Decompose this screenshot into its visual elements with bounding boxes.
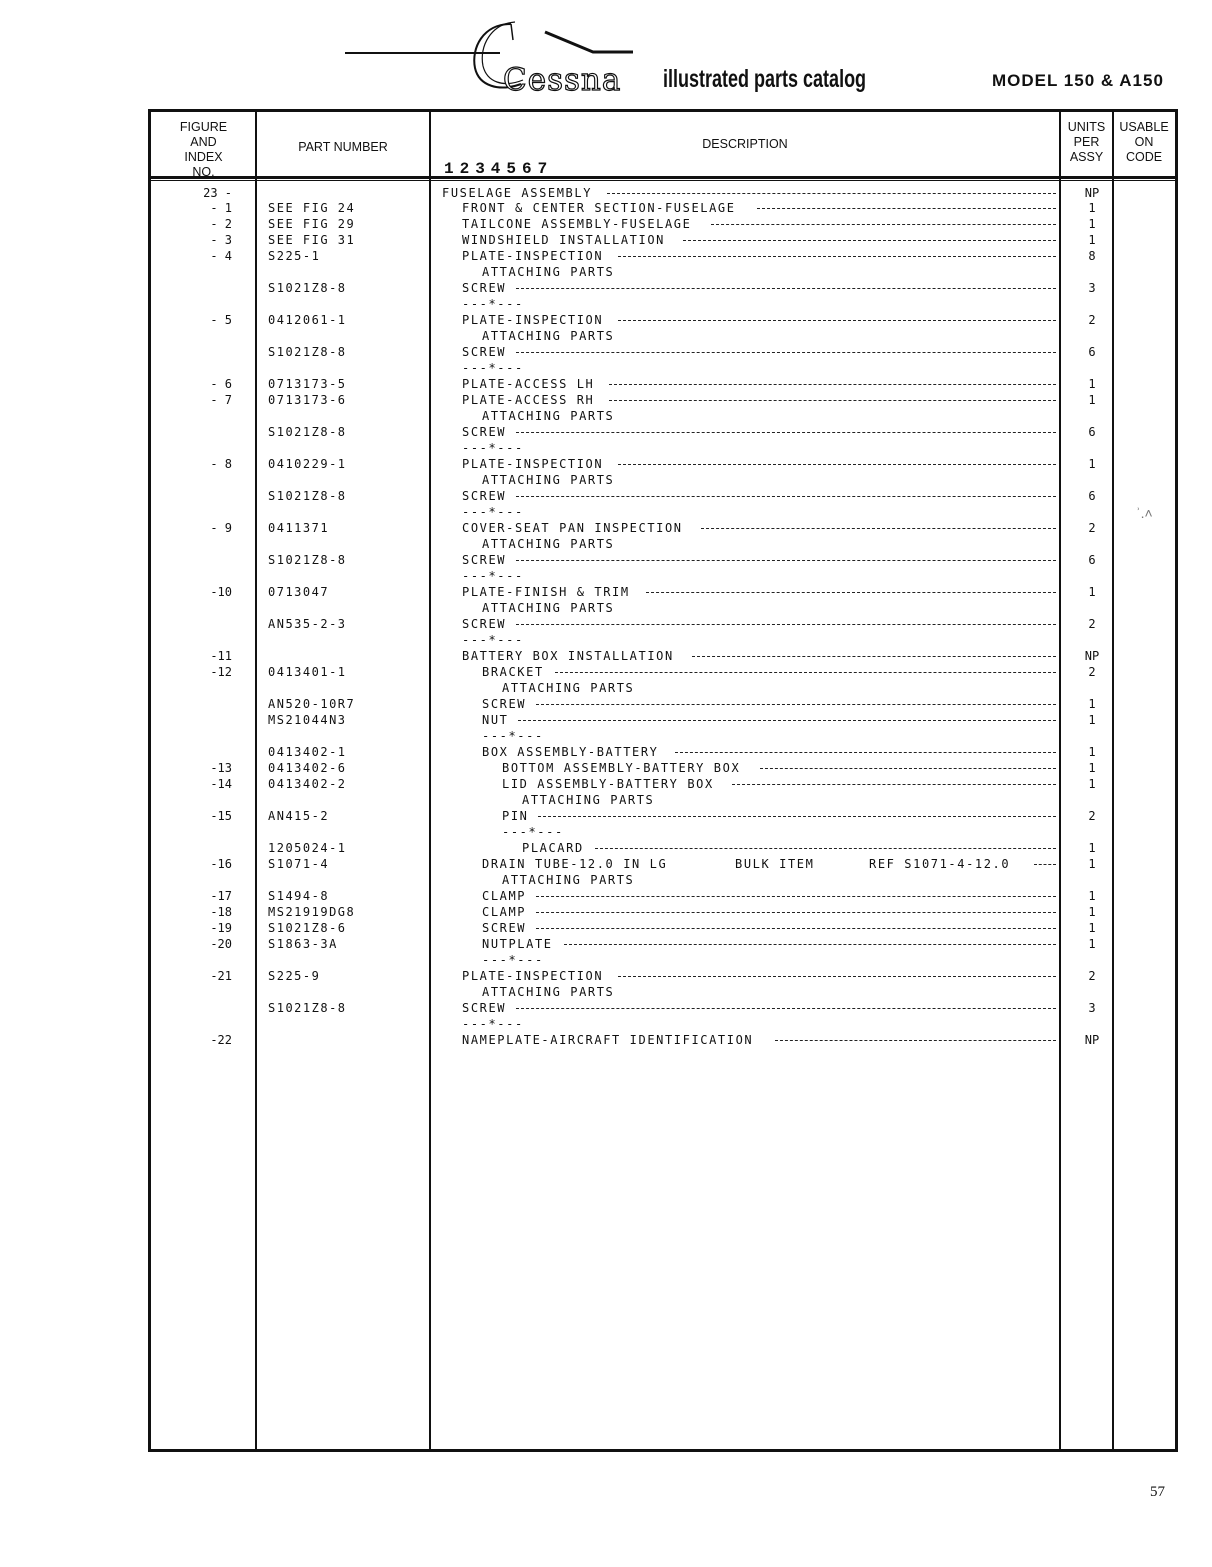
- leader-dashes: [675, 752, 1056, 753]
- leader-dashes: [516, 496, 1056, 497]
- table-row: [0, 232, 1212, 248]
- table-row: [0, 344, 1212, 360]
- part-number: S1021Z8-6: [268, 921, 347, 935]
- leader-dashes: [618, 976, 1056, 977]
- units-per-assy: 1: [1088, 201, 1096, 215]
- description: CLAMP: [482, 905, 527, 919]
- header-divider: [148, 176, 1178, 179]
- units-per-assy: 2: [1088, 521, 1096, 535]
- model-designation: MODEL 150 & A150: [992, 71, 1164, 90]
- figure-index: -16: [210, 857, 232, 871]
- table-row: [0, 552, 1212, 568]
- units-per-assy: 1: [1088, 713, 1096, 727]
- leader-dashes: [595, 848, 1056, 849]
- table-row: [0, 712, 1212, 728]
- table-row: [0, 904, 1212, 920]
- description: PLACARD: [522, 841, 584, 855]
- units-per-assy: 3: [1088, 1001, 1096, 1015]
- units-per-assy: 6: [1088, 425, 1096, 439]
- description: ---*---: [462, 441, 524, 455]
- table-row: [0, 1000, 1212, 1016]
- figure-index: 23 -: [203, 186, 232, 200]
- table-row: [0, 792, 1212, 808]
- description: SCREW: [462, 489, 507, 503]
- description: BOTTOM ASSEMBLY-BATTERY BOX: [502, 761, 741, 775]
- description: FRONT & CENTER SECTION-FUSELAGE: [462, 201, 736, 215]
- leader-dashes: [536, 704, 1056, 705]
- table-row: [0, 408, 1212, 424]
- header-units: UNITS PER ASSY: [1067, 120, 1106, 164]
- units-per-assy: 1: [1088, 233, 1096, 247]
- table-row: [0, 185, 1212, 201]
- table-row: [0, 424, 1212, 440]
- leader-dashes: [618, 320, 1056, 321]
- part-number: S1021Z8-8: [268, 489, 347, 503]
- part-number: 0412061-1: [268, 313, 347, 327]
- leader-dashes: [518, 720, 1056, 721]
- figure-index: -15: [210, 809, 232, 823]
- table-row: [0, 264, 1212, 280]
- leader-dashes: [536, 928, 1056, 929]
- table-row: [0, 776, 1212, 792]
- units-per-assy: 2: [1088, 313, 1096, 327]
- part-number: 0713047: [268, 585, 330, 599]
- table-row: [0, 584, 1212, 600]
- figure-index: -20: [210, 937, 232, 951]
- leader-dashes: [516, 432, 1056, 433]
- table-row: [0, 936, 1212, 952]
- description: DRAIN TUBE-12.0 IN LG: [482, 857, 668, 871]
- table-row: [0, 328, 1212, 344]
- header-description: DESCRIPTION: [702, 137, 788, 151]
- description: ATTACHING PARTS: [482, 409, 615, 423]
- description: ---*---: [462, 1017, 524, 1031]
- part-number: S1021Z8-8: [268, 425, 347, 439]
- leader-dashes: [701, 528, 1056, 529]
- part-number: S1021Z8-8: [268, 281, 347, 295]
- leader-dashes: [618, 256, 1056, 257]
- part-number: S225-9: [268, 969, 321, 983]
- part-number: MS21919DG8: [268, 905, 356, 919]
- part-number: S1494-8: [268, 889, 330, 903]
- table-row: [0, 840, 1212, 856]
- description: SCREW: [482, 921, 527, 935]
- table-row: [0, 696, 1212, 712]
- figure-index: - 2: [210, 217, 232, 231]
- table-row: [0, 360, 1212, 376]
- leader-dashes: [683, 240, 1056, 241]
- figure-index: -12: [210, 665, 232, 679]
- description: SCREW: [462, 281, 507, 295]
- figure-index: -10: [210, 585, 232, 599]
- leader-dashes: [646, 592, 1056, 593]
- leader-dashes: [775, 1040, 1056, 1041]
- description: PLATE-INSPECTION: [462, 969, 604, 983]
- header-divider-thin: [148, 180, 1178, 181]
- units-per-assy: 6: [1088, 553, 1096, 567]
- units-per-assy: 2: [1088, 665, 1096, 679]
- description: CLAMP: [482, 889, 527, 903]
- table-row: [0, 888, 1212, 904]
- part-number: 0413402-1: [268, 745, 347, 759]
- units-per-assy: 1: [1088, 377, 1096, 391]
- description: PLATE-INSPECTION: [462, 457, 604, 471]
- part-number: S1021Z8-8: [268, 553, 347, 567]
- part-number: MS21044N3: [268, 713, 347, 727]
- units-per-assy: NP: [1084, 649, 1100, 663]
- leader-dashes: [516, 560, 1056, 561]
- units-per-assy: 1: [1088, 937, 1096, 951]
- units-per-assy: 6: [1088, 489, 1096, 503]
- description: ---*---: [462, 569, 524, 583]
- bulk-item-label: BULK ITEM: [735, 857, 815, 871]
- units-per-assy: NP: [1084, 1033, 1100, 1047]
- figure-index: - 7: [210, 393, 232, 407]
- description: ATTACHING PARTS: [482, 985, 615, 999]
- header-usable: USABLE ON CODE: [1119, 120, 1169, 164]
- leader-dashes: [536, 912, 1056, 913]
- indent-level-digits: 1234567: [444, 160, 554, 178]
- part-number: S1071-4: [268, 857, 330, 871]
- figure-index: -13: [210, 761, 232, 775]
- table-row: [0, 568, 1212, 584]
- leader-dashes: [607, 193, 1056, 194]
- units-per-assy: 1: [1088, 921, 1096, 935]
- brand-wordmark: Cessna: [503, 62, 622, 98]
- figure-index: - 3: [210, 233, 232, 247]
- leader-dashes: [732, 784, 1056, 785]
- table-row: [0, 728, 1212, 744]
- figure-index: - 6: [210, 377, 232, 391]
- leader-dashes: [618, 464, 1056, 465]
- part-number: 1205024-1: [268, 841, 347, 855]
- leader-dashes: [516, 352, 1056, 353]
- part-number: S1021Z8-8: [268, 1001, 347, 1015]
- header-part-number: PART NUMBER: [298, 140, 388, 154]
- table-row: [0, 744, 1212, 760]
- description: ---*---: [482, 953, 544, 967]
- description: BATTERY BOX INSTALLATION: [462, 649, 674, 663]
- figure-index: -14: [210, 777, 232, 791]
- part-number: S1863-3A: [268, 937, 338, 951]
- part-number: S225-1: [268, 249, 321, 263]
- leader-dashes: [538, 816, 1056, 817]
- table-row: [0, 520, 1212, 536]
- leader-dashes: [516, 1008, 1056, 1009]
- part-number: 0411371: [268, 521, 330, 535]
- table-row: [0, 856, 1212, 872]
- description: SCREW: [462, 345, 507, 359]
- table-row: [0, 248, 1212, 264]
- table-row: [0, 296, 1212, 312]
- table-row: [0, 632, 1212, 648]
- units-per-assy: 8: [1088, 249, 1096, 263]
- part-number: 0413402-6: [268, 761, 347, 775]
- figure-index: -19: [210, 921, 232, 935]
- reference-part: REF S1071-4-12.0: [869, 857, 1011, 871]
- leader-dashes: [609, 400, 1056, 401]
- description: NUTPLATE: [482, 937, 553, 951]
- description: PLATE-ACCESS LH: [462, 377, 595, 391]
- description: FUSELAGE ASSEMBLY: [442, 186, 593, 200]
- page-number: 57: [1150, 1484, 1165, 1500]
- table-row: [0, 680, 1212, 696]
- leader-dashes: [555, 672, 1056, 673]
- description: TAILCONE ASSEMBLY-FUSELAGE: [462, 217, 692, 231]
- table-row: [0, 504, 1212, 520]
- description: ATTACHING PARTS: [482, 601, 615, 615]
- units-per-assy: 1: [1088, 217, 1096, 231]
- table-row: [0, 984, 1212, 1000]
- description: ATTACHING PARTS: [522, 793, 655, 807]
- part-number: 0413401-1: [268, 665, 347, 679]
- description: BRACKET: [482, 665, 544, 679]
- description: PLATE-FINISH & TRIM: [462, 585, 630, 599]
- figure-index: - 1: [210, 201, 232, 215]
- units-per-assy: 2: [1088, 969, 1096, 983]
- table-row: [0, 280, 1212, 296]
- table-row: [0, 440, 1212, 456]
- description: PIN: [502, 809, 529, 823]
- table-row: [0, 376, 1212, 392]
- description: ---*---: [482, 729, 544, 743]
- table-row: [0, 200, 1212, 216]
- part-number: 0410229-1: [268, 457, 347, 471]
- figure-index: -22: [210, 1033, 232, 1047]
- table-row: [0, 664, 1212, 680]
- units-per-assy: 1: [1088, 697, 1096, 711]
- description: ---*---: [462, 505, 524, 519]
- table-row: [0, 1016, 1212, 1032]
- part-number: 0413402-2: [268, 777, 347, 791]
- description: COVER-SEAT PAN INSPECTION: [462, 521, 683, 535]
- units-per-assy: 1: [1088, 457, 1096, 471]
- units-per-assy: 1: [1088, 777, 1096, 791]
- description: ATTACHING PARTS: [482, 537, 615, 551]
- table-row: [0, 872, 1212, 888]
- description: SCREW: [462, 553, 507, 567]
- part-number: 0713173-6: [268, 393, 347, 407]
- figure-index: -18: [210, 905, 232, 919]
- description: ATTACHING PARTS: [502, 681, 635, 695]
- description: WINDSHIELD INSTALLATION: [462, 233, 665, 247]
- units-per-assy: 2: [1088, 809, 1096, 823]
- part-number: AN520-10R7: [268, 697, 356, 711]
- table-row: [0, 456, 1212, 472]
- description: NUT: [482, 713, 509, 727]
- units-per-assy: 1: [1088, 585, 1096, 599]
- leader-dashes: [692, 656, 1056, 657]
- description: PLATE-INSPECTION: [462, 249, 604, 263]
- table-row: [0, 760, 1212, 776]
- header-figure: [152, 120, 255, 180]
- units-per-assy: 1: [1088, 841, 1096, 855]
- part-number: AN415-2: [268, 809, 330, 823]
- description: SCREW: [462, 425, 507, 439]
- table-row: [0, 1032, 1212, 1048]
- part-number: SEE FIG 24: [268, 201, 356, 215]
- leader-dashes: [757, 208, 1056, 209]
- leader-dashes: [564, 944, 1056, 945]
- units-per-assy: 2: [1088, 617, 1096, 631]
- description: PLATE-INSPECTION: [462, 313, 604, 327]
- table-row: [0, 392, 1212, 408]
- table-row: [0, 616, 1212, 632]
- part-number: 0713173-5: [268, 377, 347, 391]
- units-per-assy: 3: [1088, 281, 1096, 295]
- leader-dashes: [609, 384, 1056, 385]
- description: PLATE-ACCESS RH: [462, 393, 595, 407]
- units-per-assy: 1: [1088, 905, 1096, 919]
- figure-index: - 5: [210, 313, 232, 327]
- units-per-assy: 1: [1088, 745, 1096, 759]
- figure-index: -21: [210, 969, 232, 983]
- description: ---*---: [502, 825, 564, 839]
- leader-dashes: [516, 288, 1056, 289]
- description: ATTACHING PARTS: [482, 329, 615, 343]
- leader-dashes: [711, 224, 1057, 225]
- description: LID ASSEMBLY-BATTERY BOX: [502, 777, 714, 791]
- table-row: [0, 536, 1212, 552]
- description: SCREW: [462, 1001, 507, 1015]
- part-number: SEE FIG 31: [268, 233, 356, 247]
- description: ATTACHING PARTS: [482, 265, 615, 279]
- description: ---*---: [462, 297, 524, 311]
- header-figure-text: FIGURE AND INDEX NO.: [179, 120, 228, 179]
- part-number: S1021Z8-8: [268, 345, 347, 359]
- table-row: [0, 968, 1212, 984]
- units-per-assy: NP: [1084, 186, 1100, 200]
- description: ATTACHING PARTS: [482, 473, 615, 487]
- scan-mark: ʾ.˄: [1136, 505, 1153, 521]
- table-row: [0, 312, 1212, 328]
- table-row: [0, 824, 1212, 840]
- part-number: AN535-2-3: [268, 617, 347, 631]
- table-row: [0, 216, 1212, 232]
- units-per-assy: 1: [1088, 857, 1096, 871]
- table-row: [0, 648, 1212, 664]
- table-row: [0, 600, 1212, 616]
- table-row: [0, 472, 1212, 488]
- description: SCREW: [462, 617, 507, 631]
- description: ---*---: [462, 633, 524, 647]
- leader-dashes: [516, 624, 1056, 625]
- description: ATTACHING PARTS: [502, 873, 635, 887]
- leader-dashes: [536, 896, 1056, 897]
- units-per-assy: 1: [1088, 393, 1096, 407]
- table-row: [0, 808, 1212, 824]
- figure-index: -17: [210, 889, 232, 903]
- catalog-subtitle: illustrated parts catalog: [663, 65, 867, 93]
- units-per-assy: 1: [1088, 889, 1096, 903]
- table-row: [0, 920, 1212, 936]
- leader-dashes: [760, 768, 1056, 769]
- leader-dashes: [1034, 864, 1056, 865]
- description: BOX ASSEMBLY-BATTERY: [482, 745, 659, 759]
- description: SCREW: [482, 697, 527, 711]
- table-row: [0, 952, 1212, 968]
- figure-index: - 4: [210, 249, 232, 263]
- figure-index: - 9: [210, 521, 232, 535]
- description: ---*---: [462, 361, 524, 375]
- figure-index: - 8: [210, 457, 232, 471]
- description: NAMEPLATE-AIRCRAFT IDENTIFICATION: [462, 1033, 754, 1047]
- figure-index: -11: [210, 649, 232, 663]
- units-per-assy: 6: [1088, 345, 1096, 359]
- table-row: [0, 488, 1212, 504]
- units-per-assy: 1: [1088, 761, 1096, 775]
- part-number: SEE FIG 29: [268, 217, 356, 231]
